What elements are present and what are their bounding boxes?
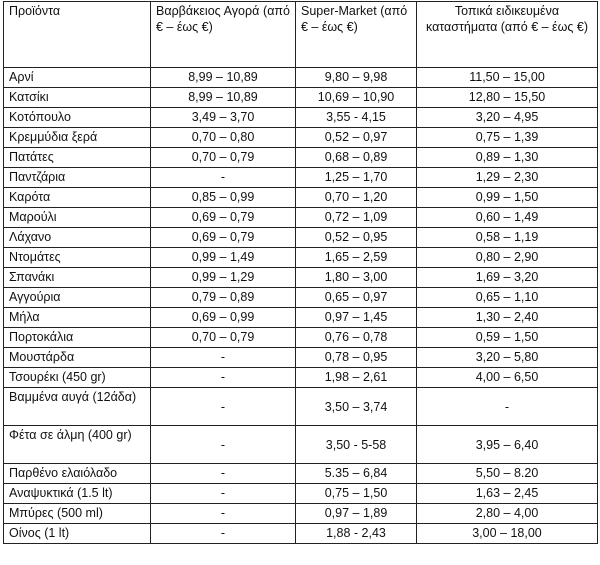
local-stores-price-cell: 12,80 – 15,50	[417, 88, 598, 108]
table-row	[4, 68, 598, 88]
product-name-cell: Αρνί	[4, 68, 151, 88]
varvakeios-price-cell: 0,69 – 0,79	[151, 228, 296, 248]
super-market-price-cell: 0,72 – 1,09	[296, 208, 417, 228]
varvakeios-price-cell: -	[151, 368, 296, 388]
varvakeios-price-cell: 0,79 – 0,89	[151, 288, 296, 308]
varvakeios-price-cell: -	[151, 524, 296, 544]
local-stores-price-cell: 4,00 – 6,50	[417, 368, 598, 388]
header-varvakeios-market: Βαρβάκειος Αγορά (από € – έως €)	[151, 2, 296, 68]
table-body	[4, 68, 598, 544]
varvakeios-price-cell: 8,99 – 10,89	[151, 88, 296, 108]
table-row	[4, 88, 598, 108]
super-market-price-cell: 0,52 – 0,97	[296, 128, 417, 148]
varvakeios-price-cell: -	[151, 464, 296, 484]
product-name-cell: Λάχανο	[4, 228, 151, 248]
product-name-cell: Τσουρέκι (450 gr)	[4, 368, 151, 388]
product-name-cell: Παντζάρια	[4, 168, 151, 188]
table-row	[4, 308, 598, 328]
varvakeios-price-cell: 0,69 – 0,99	[151, 308, 296, 328]
table-row	[4, 388, 598, 426]
product-name-cell: Μήλα	[4, 308, 151, 328]
super-market-price-cell: 9,80 – 9,98	[296, 68, 417, 88]
varvakeios-price-cell: 0,70 – 0,80	[151, 128, 296, 148]
local-stores-price-cell: 0,59 – 1,50	[417, 328, 598, 348]
local-stores-price-cell: 11,50 – 15,00	[417, 68, 598, 88]
product-name-cell: Μαρούλι	[4, 208, 151, 228]
table-row	[4, 348, 598, 368]
header-products: Προϊόντα	[4, 2, 151, 68]
product-name-cell: Οίνος (1 lt)	[4, 524, 151, 544]
table-row	[4, 108, 598, 128]
varvakeios-price-cell: -	[151, 348, 296, 368]
table-row	[4, 248, 598, 268]
super-market-price-cell: 0,97 – 1,89	[296, 504, 417, 524]
product-name-cell: Κρεμμύδια ξερά	[4, 128, 151, 148]
varvakeios-price-cell: 0,99 – 1,49	[151, 248, 296, 268]
product-name-cell: Ντομάτες	[4, 248, 151, 268]
varvakeios-price-cell: -	[151, 504, 296, 524]
product-name-cell: Αναψυκτικά (1.5 lt)	[4, 484, 151, 504]
super-market-price-cell: 0,78 – 0,95	[296, 348, 417, 368]
table-header	[4, 2, 598, 68]
table-row	[4, 524, 598, 544]
product-name-cell: Μπύρες (500 ml)	[4, 504, 151, 524]
varvakeios-price-cell: -	[151, 388, 296, 426]
super-market-price-cell: 3,55 - 4,15	[296, 108, 417, 128]
product-name-cell: Σπανάκι	[4, 268, 151, 288]
super-market-price-cell: 1,25 – 1,70	[296, 168, 417, 188]
super-market-price-cell: 0,70 – 1,20	[296, 188, 417, 208]
table-row	[4, 128, 598, 148]
table-row	[4, 484, 598, 504]
product-name-cell: Μουστάρδα	[4, 348, 151, 368]
local-stores-price-cell: 1,63 – 2,45	[417, 484, 598, 504]
local-stores-price-cell: 2,80 – 4,00	[417, 504, 598, 524]
header-super-market: Super-Market (από € – έως €)	[296, 2, 417, 68]
super-market-price-cell: 3,50 – 3,74	[296, 388, 417, 426]
varvakeios-price-cell: 0,70 – 0,79	[151, 148, 296, 168]
super-market-price-cell: 0,97 – 1,45	[296, 308, 417, 328]
super-market-price-cell: 3,50 - 5-58	[296, 426, 417, 464]
varvakeios-price-cell: 0,69 – 0,79	[151, 208, 296, 228]
super-market-price-cell: 1,65 – 2,59	[296, 248, 417, 268]
local-stores-price-cell: 1,69 – 3,20	[417, 268, 598, 288]
local-stores-price-cell: 3,20 – 5,80	[417, 348, 598, 368]
table-row	[4, 188, 598, 208]
table-row	[4, 328, 598, 348]
local-stores-price-cell: 3,95 – 6,40	[417, 426, 598, 464]
local-stores-price-cell: 0,75 – 1,39	[417, 128, 598, 148]
table-row	[4, 168, 598, 188]
table-row	[4, 464, 598, 484]
super-market-price-cell: 0,76 – 0,78	[296, 328, 417, 348]
product-name-cell: Φέτα σε άλμη (400 gr)	[4, 426, 151, 464]
local-stores-price-cell: 1,30 – 2,40	[417, 308, 598, 328]
table-row	[4, 268, 598, 288]
varvakeios-price-cell: 0,70 – 0,79	[151, 328, 296, 348]
price-comparison-table	[3, 1, 598, 544]
table-row	[4, 228, 598, 248]
varvakeios-price-cell: 3,49 – 3,70	[151, 108, 296, 128]
local-stores-price-cell: 3,20 – 4,95	[417, 108, 598, 128]
varvakeios-price-cell: 0,99 – 1,29	[151, 268, 296, 288]
local-stores-price-cell: -	[417, 388, 598, 426]
local-stores-price-cell: 0,89 – 1,30	[417, 148, 598, 168]
header-local-specialty-stores: Τοπικά ειδικευμένα καταστήματα (από € – έως €)	[417, 2, 598, 68]
local-stores-price-cell: 0,58 – 1,19	[417, 228, 598, 248]
varvakeios-price-cell: 8,99 – 10,89	[151, 68, 296, 88]
varvakeios-price-cell: 0,85 – 0,99	[151, 188, 296, 208]
super-market-price-cell: 5.35 – 6,84	[296, 464, 417, 484]
product-name-cell: Πορτοκάλια	[4, 328, 151, 348]
super-market-price-cell: 1,88 - 2,43	[296, 524, 417, 544]
super-market-price-cell: 0,75 – 1,50	[296, 484, 417, 504]
super-market-price-cell: 10,69 – 10,90	[296, 88, 417, 108]
varvakeios-price-cell: -	[151, 426, 296, 464]
super-market-price-cell: 0,52 – 0,95	[296, 228, 417, 248]
table-row	[4, 148, 598, 168]
product-name-cell: Κοτόπουλο	[4, 108, 151, 128]
table-row	[4, 426, 598, 464]
product-name-cell: Κατσίκι	[4, 88, 151, 108]
product-name-cell: Καρότα	[4, 188, 151, 208]
product-name-cell: Πατάτες	[4, 148, 151, 168]
table-row	[4, 368, 598, 388]
varvakeios-price-cell: -	[151, 168, 296, 188]
table-row	[4, 288, 598, 308]
super-market-price-cell: 1,80 – 3,00	[296, 268, 417, 288]
local-stores-price-cell: 1,29 – 2,30	[417, 168, 598, 188]
product-name-cell: Παρθένο ελαιόλαδο	[4, 464, 151, 484]
super-market-price-cell: 0,68 – 0,89	[296, 148, 417, 168]
local-stores-price-cell: 0,99 – 1,50	[417, 188, 598, 208]
table-row	[4, 504, 598, 524]
super-market-price-cell: 0,65 – 0,97	[296, 288, 417, 308]
local-stores-price-cell: 3,00 – 18,00	[417, 524, 598, 544]
product-name-cell: Αγγούρια	[4, 288, 151, 308]
varvakeios-price-cell: -	[151, 484, 296, 504]
price-comparison-table-container	[3, 1, 598, 544]
local-stores-price-cell: 5,50 – 8.20	[417, 464, 598, 484]
header-row	[4, 2, 598, 68]
table-row	[4, 208, 598, 228]
product-name-cell: Βαμμένα αυγά (12άδα)	[4, 388, 151, 426]
local-stores-price-cell: 0,80 – 2,90	[417, 248, 598, 268]
super-market-price-cell: 1,98 – 2,61	[296, 368, 417, 388]
local-stores-price-cell: 0,65 – 1,10	[417, 288, 598, 308]
local-stores-price-cell: 0,60 – 1,49	[417, 208, 598, 228]
